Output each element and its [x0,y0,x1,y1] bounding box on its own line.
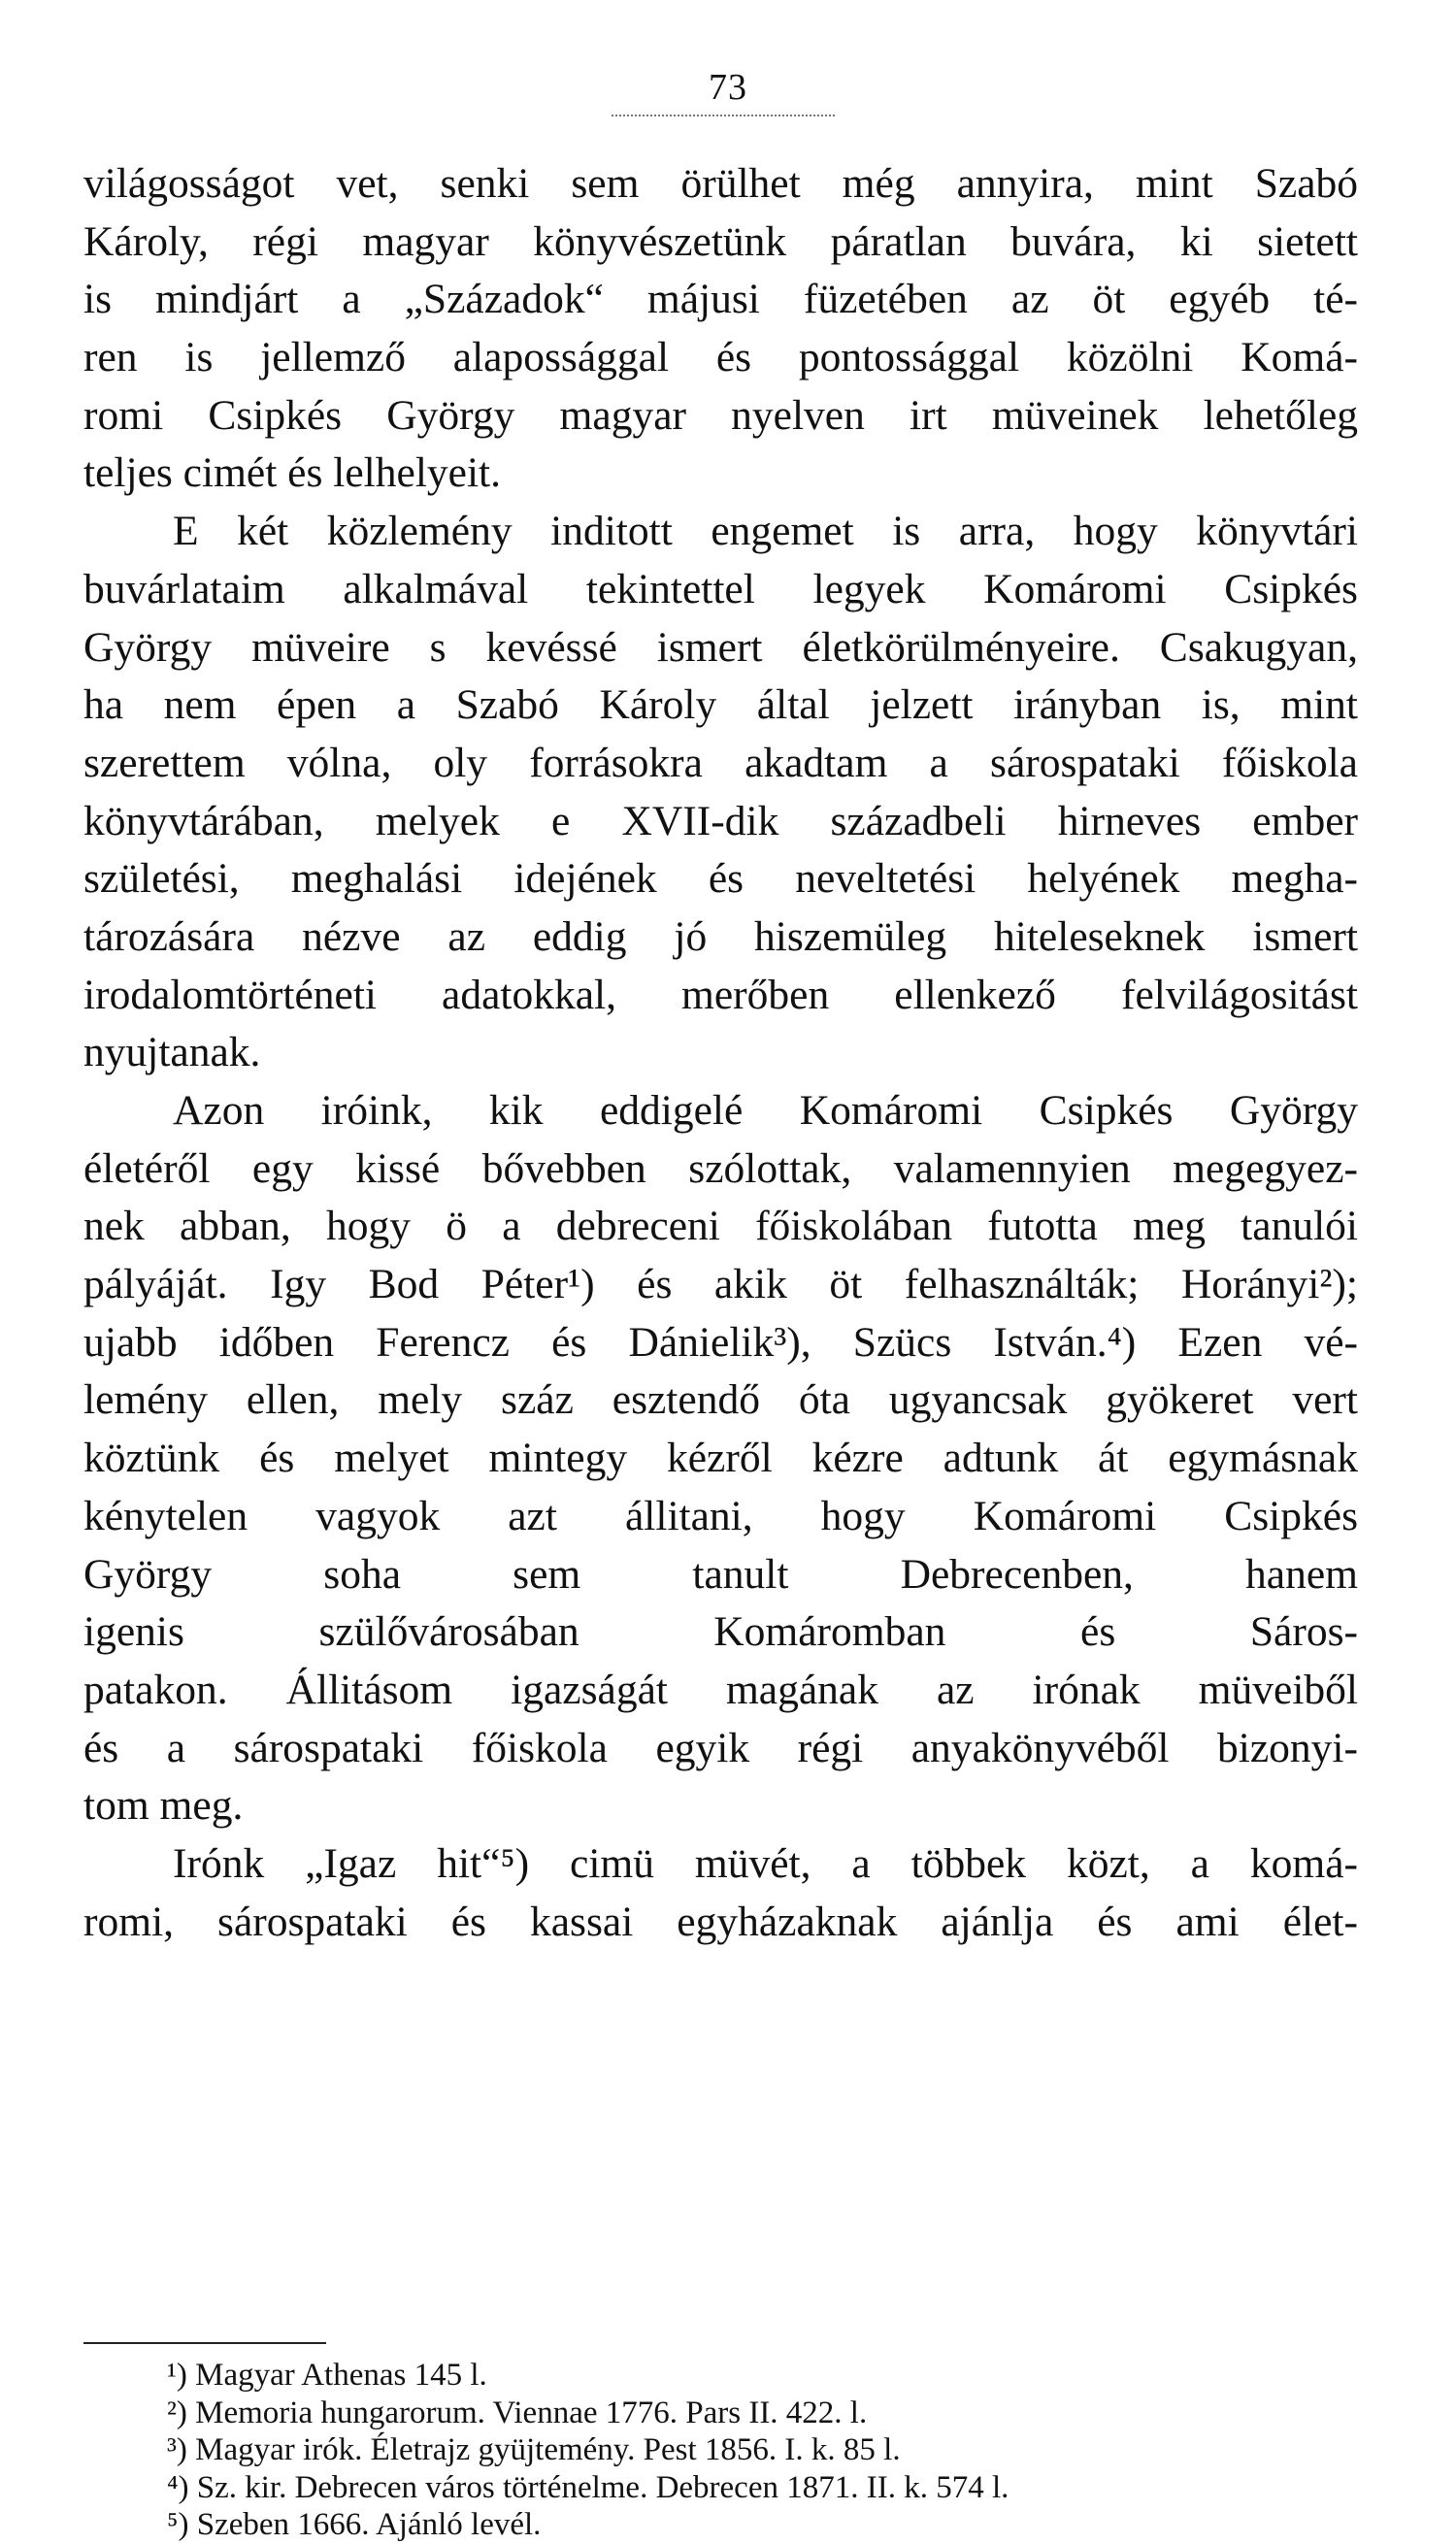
text-line: Azon iróink, kik eddigelé Komáromi Csipkés György [173,1087,1358,1134]
text-line: és a sárospataki főiskola egyik régi anyakönyvéből bizonyi- [83,1724,1358,1771]
header-ornament [612,115,835,122]
text-line: romi Csipkés György magyar nyelven irt müveinek lehetőleg [83,391,1358,439]
footnotes [167,2357,1361,2544]
text-line: világosságot vet, senki sem örülhet még annyira, mint Szabó [83,160,1358,207]
footnote-divider [83,2342,326,2344]
text-line: is mindjárt a „Századok“ májusi füzetében az öt egyéb té- [83,276,1358,323]
body-text [83,155,1358,1951]
text-line: pályáját. Igy Bod Péter¹) és akik öt felhasználták; Horányi²); [83,1261,1358,1308]
text-line: György müveire s kevéssé ismert életkörülményeire. Csakugyan, [83,623,1358,671]
text-line: buvárlataim alkalmával tekintettel legyek Komáromi Csipkés [83,565,1358,612]
text-line: patakon. Állitásom igazságát magának az irónak müveiből [83,1666,1358,1713]
footnote: ¹) Magyar Athenas 145 l. [167,2358,487,2393]
text-line: romi, sárospataki és kassai egyházaknak ajánlja és ami élet- [83,1898,1358,1945]
text-line: György soha sem tanult Debrecenben, hanem [83,1550,1358,1598]
text-line: teljes cimét és lelhelyeit. [83,449,502,497]
text-line: irodalomtörténeti adatokkal, merőben ellenkező felvilágositást [83,971,1358,1018]
text-line: Károly, régi magyar könyvészetünk páratlan buvára, ki sietett [83,217,1358,265]
text-line: ren is jellemző alapossággal és pontossággal közölni Komá- [83,334,1358,381]
text-line: életéről egy kissé bővebben szólottak, valamennyien megegyez- [83,1144,1358,1192]
text-line: ujabb időben Ferencz és Dánielik³), Szücs István.⁴) Ezen vé- [83,1318,1358,1366]
text-line: ha nem épen a Szabó Károly által jelzett irányban is, mint [83,681,1358,729]
text-line: Irónk „Igaz hit“⁵) cimü müvét, a többek közt, a komá- [173,1839,1358,1887]
footnote: ⁴) Sz. kir. Debrecen város történelme. Debrecen 1871. II. k. 574 l. [167,2469,1009,2505]
text-line: tározására nézve az eddig jó hiszemüleg hiteleseknek ismert [83,912,1358,960]
text-line: kénytelen vagyok azt állitani, hogy Komáromi Csipkés [83,1492,1358,1539]
text-line: könyvtárában, melyek e XVII-dik századbeli hirneves ember [83,797,1358,844]
page-number: 73 [709,67,747,108]
text-line: nek abban, hogy ö a debreceni főiskolában futotta meg tanulói [83,1203,1358,1250]
footnote: ³) Magyar irók. Életrajz gyüjtemény. Pest 1856. I. k. 85 l. [167,2432,901,2467]
footnote: ⁵) Szeben 1666. Ajánló levél. [167,2507,542,2542]
text-line: szerettem vólna, oly forrásokra akadtam a sárospataki főiskola [83,739,1358,786]
footnote: ²) Memoria hungarorum. Viennae 1776. Pars II. 422. l. [167,2395,868,2430]
text-line: E két közlemény inditott engemet is arra, hogy könyvtári [173,508,1358,555]
text-line: lemény ellen, mely száz esztendő óta ugyancsak gyökeret vert [83,1376,1358,1424]
text-line: születési, meghalási idejének és neveltetési helyének megha- [83,855,1358,903]
text-line: tom meg. [83,1782,244,1830]
text-line: nyujtanak. [83,1029,261,1076]
text-line: köztünk és melyet mintegy kézről kézre adtunk át egymásnak [83,1435,1358,1482]
text-line: igenis szülővárosában Komáromban és Sáros- [83,1608,1358,1656]
